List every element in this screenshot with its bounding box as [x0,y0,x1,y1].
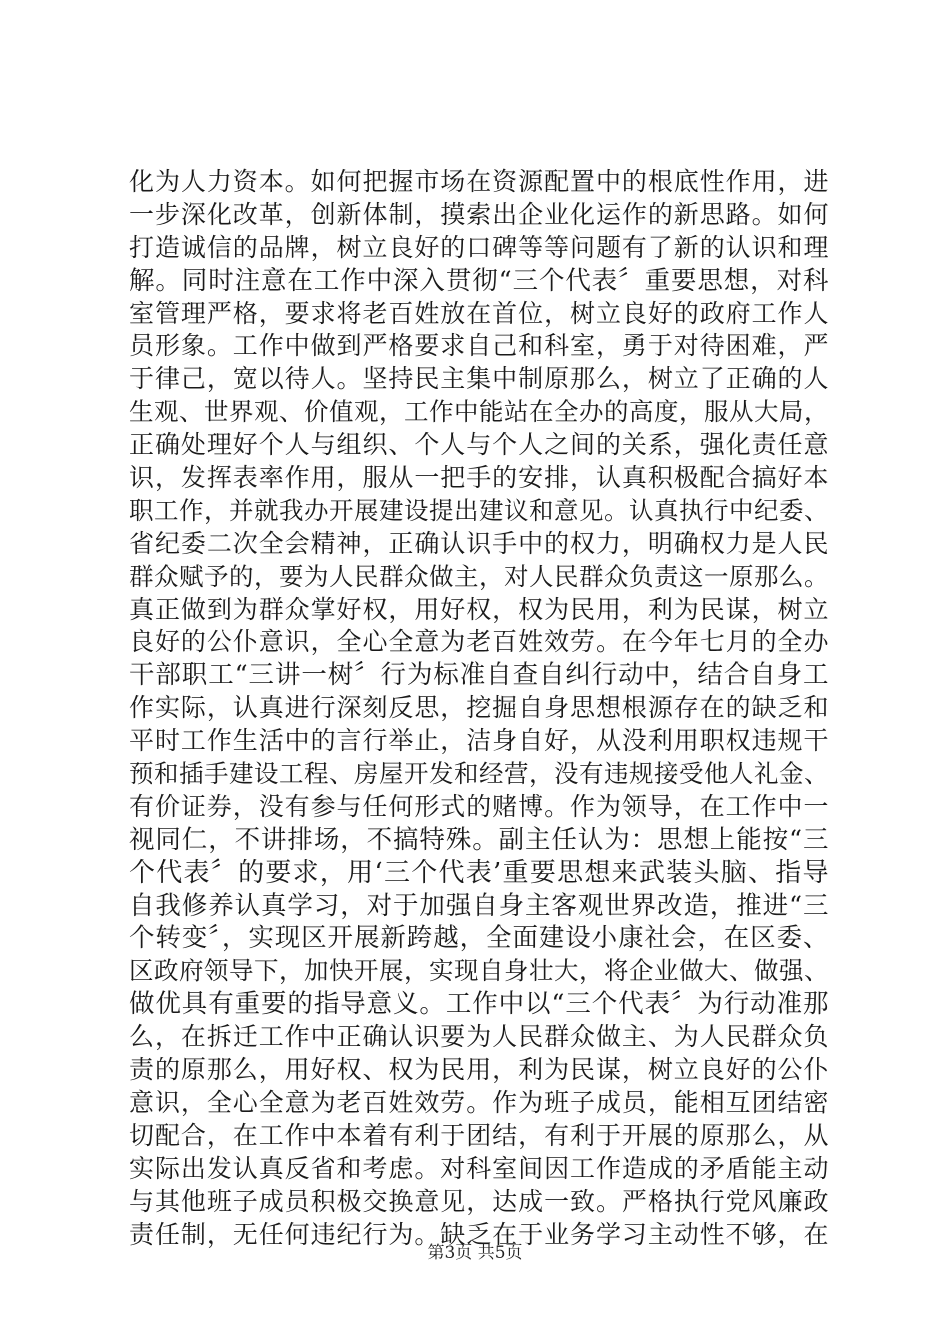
page-footer: 第3页 共5页 [427,1243,523,1263]
text-line: 个转变〞，实现区开展新跨越，全面建设小康社会，在区委、 [129,923,829,954]
text-line: 自我修养认真学习，对于加强自身主客观世界改造，推进“三 [129,890,829,921]
body-text [129,166,829,1251]
text-line: 良好的公仆意识，全心全意为老百姓效劳。在今年七月的全办 [129,627,829,657]
text-line: 于律己，宽以待人。坚持民主集中制原那么，树立了正确的人 [129,364,829,394]
text-line: 责任制，无任何违纪行为。缺乏在于业务学习主动性不够，在 [129,1219,829,1249]
text-line: 预和插手建设工程、房屋开发和经营，没有违规接受他人礼金、 [129,759,829,789]
text-line: 切配合，在工作中本着有利于团结，有利于开展的原那么，从 [129,1120,829,1150]
text-line: 实际出发认真反省和考虑。对科室间因工作造成的矛盾能主动 [129,1153,829,1183]
text-line: 员形象。工作中做到严格要求自己和科室，勇于对待困难，严 [129,331,829,361]
text-line: 真正做到为群众掌好权，用好权，权为民用，利为民谋，树立 [129,594,829,624]
text-line: 与其他班子成员积极交换意见，达成一致。严格执行党风廉政 [129,1186,829,1216]
text-line: 么，在拆迁工作中正确认识要为人民群众做主、为人民群众负 [129,1022,829,1052]
text-line: 打造诚信的品牌，树立良好的口碑等等问题有了新的认识和理 [129,232,829,262]
text-line: 解。同时注意在工作中深入贯彻“三个代表〞重要思想，对科 [129,265,829,296]
text-line: 干部职工“三讲一树〞行为标准自查自纠行动中，结合自身工 [129,660,829,691]
text-line: 室管理严格，要求将老百姓放在首位，树立良好的政府工作人 [129,298,829,328]
text-line: 生观、世界观、价值观，工作中能站在全办的高度，服从大局， [129,397,829,427]
text-line: 作实际，认真进行深刻反思，挖掘自身思想根源存在的缺乏和 [129,693,829,723]
text-line: 有价证券，没有参与任何形式的赌博。作为领导，在工作中一 [129,791,829,821]
text-line: 平时工作生活中的言行举止，洁身自好，从没利用职权违规干 [129,726,829,756]
text-line: 责的原那么，用好权、权为民用，利为民谋，树立良好的公仆 [129,1055,829,1085]
text-line: 省纪委二次全会精神，正确认识手中的权力，明确权力是人民 [129,528,829,558]
text-line: 个代表〞的要求，用‘三个代表’重要思想来武装头脑、指导 [129,857,829,888]
text-line: 正确处理好个人与组织、个人与个人之间的关系，强化责任意 [129,430,829,460]
text-line: 视同仁，不讲排场，不搞特殊。副主任认为：思想上能按“三 [129,824,829,855]
text-line: 职工作，并就我办开展建设提出建议和意见。认真执行中纪委、 [129,495,829,525]
text-line: 做优具有重要的指导意义。工作中以“三个代表〞为行动准那 [129,989,829,1020]
text-line: 识，发挥表率作用，服从一把手的安排，认真积极配合搞好本 [129,463,829,493]
text-line: 群众赋予的，要为人民群众做主，对人民群众负责这一原那么。 [129,561,829,591]
text-line: 意识，全心全意为老百姓效劳。作为班子成员，能相互团结密 [129,1087,829,1117]
text-line: 一步深化改革，创新体制，摸索出企业化运作的新思路。如何 [129,199,829,229]
text-line: 化为人力资本。如何把握市场在资源配置中的根底性作用，进 [129,167,829,196]
text-line: 区政府领导下，加快开展，实现自身壮大，将企业做大、做强、 [129,956,829,986]
